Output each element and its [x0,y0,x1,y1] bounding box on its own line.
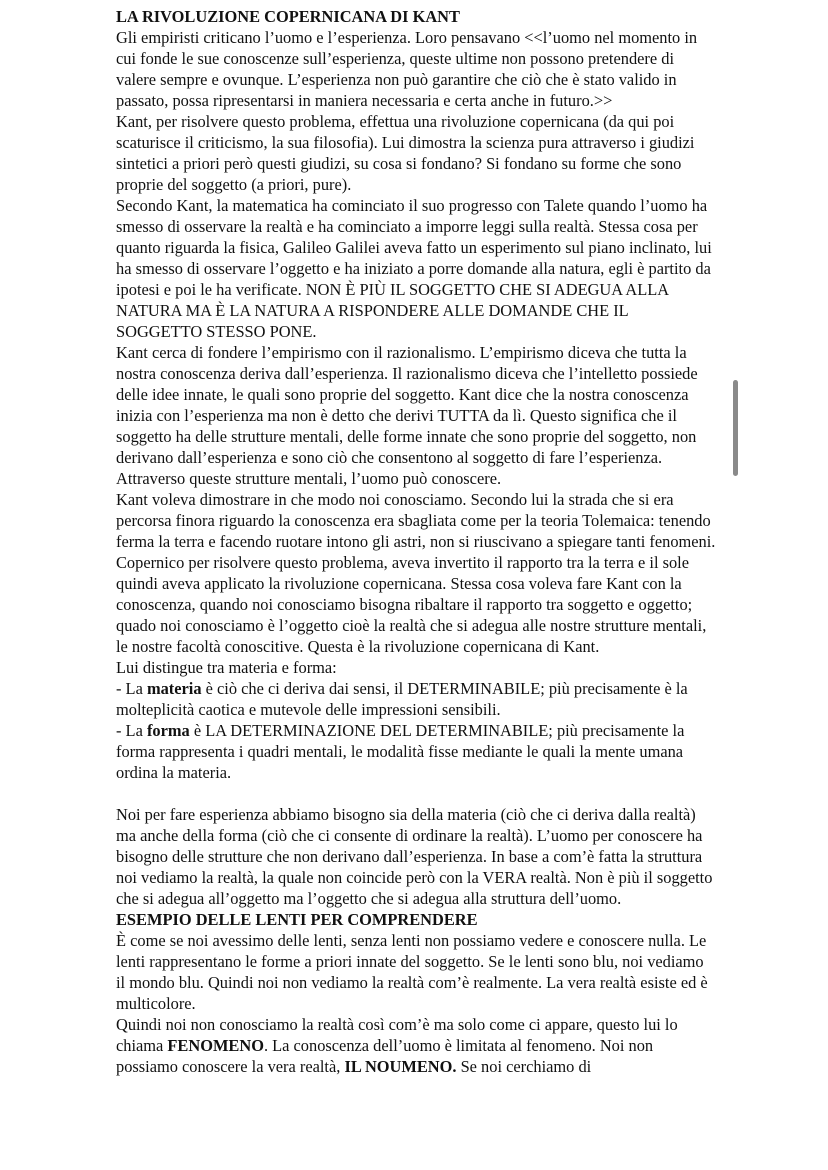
paragraph-matematica-fisica: Secondo Kant, la matematica ha cominciato il suo progresso con Talete quando l’uomo ha smesso di osservare la realtà e ha cominciato a imporre leggi sulla realtà. Stessa cosa per quanto riguarda la fisica, Galileo Galilei aveva fatto un esperimento sul piano inclinato, lui ha smesso di osservare l’oggetto e ha iniziato a porre domande alla natura, egli è partito da ipotesi e poi le ha verificate. NON È PIÙ IL SOGGETTO CHE SI ADEGUA ALLA NATURA MA È LA NATURA A RISPONDERE ALLE DOMANDE CHE IL SOGGETTO STESSO PONE. [116,196,712,341]
section-heading-lenti: ESEMPIO DELLE LENTI PER COMPRENDERE [116,910,478,929]
paragraph-empirismo-razionalismo: Kant cerca di fondere l’empirismo con il razionalismo. L’empirismo diceva che tutta la nostra conoscenza deriva dall’esperienza. Il razionalismo diceva che l’intelletto possiede delle idee innate, le quali sono proprie del soggetto. Kant dice che la nostra conoscenza inizia con l’esperienza ma non è detto che derivi TUTTA da lì. Questo significa che il soggetto ha delle strutture mentali, delle forme innate che sono proprie del soggetto, non derivano dall’esperienza e sono ciò che consentono al soggetto di fare l’esperienza. Attraverso queste strutture mentali, l’uomo può conoscere. [116,343,698,488]
fenomeno-text-b: . La conoscenza dell’uomo è limitata al fenomeno. Noi non possiamo conoscere la vera realtà, [116,1036,654,1076]
document-title: LA RIVOLUZIONE COPERNICANA DI KANT [116,7,460,26]
list-item-forma [116,720,716,783]
paragraph-kant-rivoluzione: Kant, per risolvere questo problema, effettua una rivoluzione copernicana (da qui poi scaturisce il criticismo, la sua filosofia). Lui dimostra la scienza pura attraverso i giudizi sintetici a priori però questi giudizi, su cosa si fondano? Si fondano su forme che sono proprie del soggetto (a priori, pure). [116,112,695,194]
noumeno-term: IL NOUMENO. [344,1057,457,1076]
paragraph-copernico: Kant voleva dimostrare in che modo noi conosciamo. Secondo lui la strada che si era percorsa finora riguardo la conoscenza era sbagliata come per la teoria Tolemaica: tenendo ferma la terra e facendo ruotare intono gli astri, non si riuscivano a spiegare tanti fenomeni. Copernico per risolvere questo problema, aveva invertito il rapporto tra la terra e il sole quindi aveva applicato la rivoluzione copernicana. Stessa cosa voleva fare Kant con la conoscenza, quando noi conosciamo bisogna ribaltare il rapporto tra soggetto e oggetto; quado noi conosciamo è l’oggetto cioè la realtà che si adegua alle nostre strutture mentali, le nostre facoltà conoscitive. Questa è la rivoluzione copernicana di Kant. [116,490,716,656]
forma-prefix: - La [116,721,147,740]
materia-definition: è ciò che ci deriva dai sensi, il DETERMINABILE; più precisamente è la molteplicità caotica e mutevole delle impressioni sensibili. [116,679,688,719]
materia-term: materia [146,679,202,698]
list-item-materia [116,678,716,720]
fenomeno-text-a: Quindi noi non conosciamo la realtà così com’è ma solo come ci appare, questo lui lo chiama [116,1015,678,1055]
paragraph-materia-forma-intro: Lui distingue tra materia e forma: [116,658,337,677]
paragraph-lenti: È come se noi avessimo delle lenti, senza lenti non possiamo vedere e conoscere nulla. Le lenti rappresentano le forme a priori innate del soggetto. Se le lenti sono blu, noi vediamo il mondo blu. Quindi noi non vediamo la realtà com’è realmente. La vera realtà esiste ed è multicolore. [116,931,708,1013]
forma-definition: è LA DETERMINAZIONE DEL DETERMINABILE; più precisamente la forma rappresenta i quadri mentali, le modalità fisse mediante le quali la mente umana ordina la materia. [116,721,685,782]
forma-term: forma [146,721,190,740]
paragraph-esperienza: Noi per fare esperienza abbiamo bisogno sia della materia (ciò che ci deriva dalla realtà) ma anche della forma (ciò che ci consente di ordinare la realtà). L’uomo per conoscere ha bisogno delle strutture che non derivano dall’esperienza. In base a com’è fatta la struttura noi vediamo la realtà, la quale non coincide però con la VERA realtà. Non è più il soggetto che si adegua all’oggetto ma l’oggetto che si adegua alla struttura dell’uomo. [116,805,713,908]
scrollbar-thumb[interactable] [733,380,738,476]
paragraph-empiristi: Gli empiristi criticano l’uomo e l’esperienza. Loro pensavano <<l’uomo nel momento in cui fonde le sue conoscenze sull’esperienza, queste ultime non possono pretendere di valere sempre e ovunque. L’esperienza non può garantire che ciò che è stato valido in passato, possa ripresentarsi in maniera necessaria e certa anche in futuro.>> [116,28,698,110]
fenomeno-term: FENOMENO [167,1036,264,1055]
document-body [116,6,716,1077]
fenomeno-text-c: Se noi cerchiamo di [456,1057,592,1076]
blank-line [116,783,716,804]
materia-prefix: - La [116,679,147,698]
paragraph-fenomeno-noumeno [116,1014,716,1077]
